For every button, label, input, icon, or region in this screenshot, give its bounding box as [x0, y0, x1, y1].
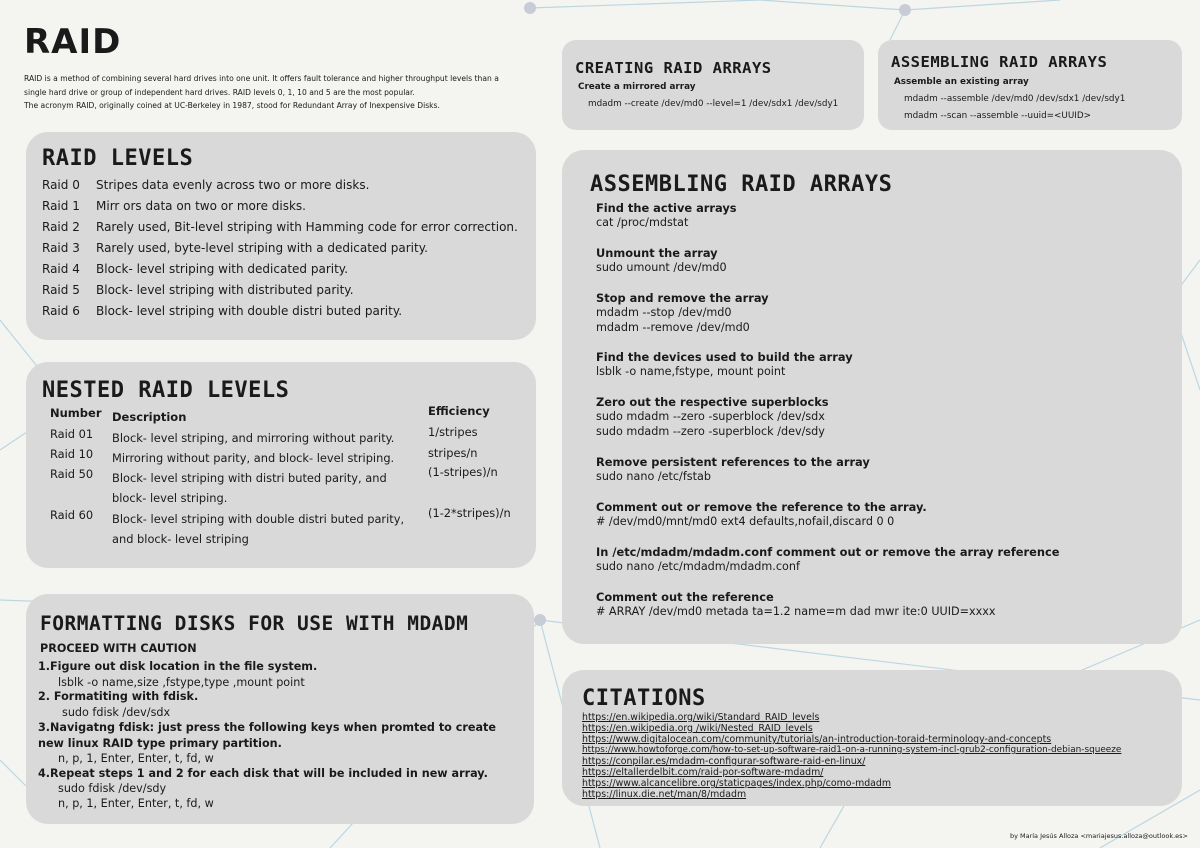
step-heading: Find the active arrays	[596, 201, 737, 215]
intro-text	[24, 72, 534, 113]
raid-level-row	[42, 262, 348, 276]
assembling-small-card	[878, 40, 1182, 130]
assembling-small-subtitle: Assemble an existing array	[894, 77, 1029, 87]
step-command: cat /proc/mdstat	[596, 216, 689, 229]
raid-levels-title: RAID LEVELS	[42, 146, 194, 171]
col-header-number: Number	[50, 406, 102, 420]
step-line: 4.Repeat steps 1 and 2 for each disk that will be included in new array.	[38, 767, 488, 780]
step-command: n, p, 1, Enter, Enter, t, fd, w	[58, 797, 214, 810]
citation-link[interactable]: https://conpilar.es/mdadm-configurar-software-raid-en-linux/	[582, 756, 866, 767]
step-command: sudo mdadm --zero -superblock /dev/sdy	[596, 425, 825, 438]
assembling-large-card	[562, 150, 1182, 644]
raid-levels-card	[26, 132, 536, 340]
formatting-card	[26, 594, 534, 824]
raid-level-name: Raid 2	[42, 220, 80, 234]
raid-level-name: Raid 0	[42, 178, 80, 192]
raid-level-desc: Rarely used, byte-level striping with a dedicated parity.	[96, 241, 428, 255]
nested-eff: (1-2*stripes)/n	[428, 506, 511, 520]
raid-level-desc: Block- level striping with double distri buted parity.	[96, 304, 403, 318]
citations-title: CITATIONS	[582, 686, 706, 711]
citations-card	[562, 670, 1182, 806]
citation-link[interactable]: https://www.howtoforge.com/how-to-set-up-software-raid1-on-a-running-system-incl-grub2-configuration-debian-squeeze	[582, 745, 1122, 755]
creating-command: mdadm --create /dev/md0 --level=1 /dev/sdx1 /dev/sdy1	[588, 99, 839, 109]
creating-raid-title: CREATING RAID ARRAYS	[575, 59, 772, 77]
page-title: RAID	[24, 22, 122, 62]
nested-desc: and block- level striping	[112, 532, 249, 546]
step-heading: Stop and remove the array	[596, 291, 769, 305]
nested-desc: Block- level striping with distri buted parity, and	[112, 471, 387, 485]
formatting-title: FORMATTING DISKS FOR USE WITH MDADM	[40, 612, 469, 635]
step-heading: Find the devices used to build the array	[596, 350, 853, 364]
raid-level-row	[42, 283, 354, 297]
step-heading: In /etc/mdadm/mdadm.conf comment out or remove the array reference	[596, 545, 1060, 559]
nested-eff: (1-stripes)/n	[428, 465, 498, 479]
nested-desc: Block- level striping with double distri buted parity,	[112, 512, 405, 526]
nested-desc: Mirroring without parity, and block- level striping.	[112, 451, 395, 465]
creating-raid-card	[562, 40, 864, 130]
step-command: sudo nano /etc/mdadm/mdadm.conf	[596, 560, 800, 573]
raid-level-name: Raid 1	[42, 199, 80, 213]
author-credit: by María Jesús Alloza <mariajesus.alloza@outlook.es>	[1009, 832, 1188, 840]
raid-level-desc: Rarely used, Bit-level striping with Hamming code for error correction.	[96, 220, 518, 234]
raid-level-row	[42, 220, 518, 234]
raid-level-name: Raid 4	[42, 262, 80, 276]
step-command: sudo fdisk /dev/sdy	[58, 782, 167, 795]
raid-level-desc: Block- level striping with dedicated parity.	[96, 262, 349, 276]
creating-subtitle: Create a mirrored array	[578, 82, 696, 92]
assembling-large-title: ASSEMBLING RAID ARRAYS	[590, 172, 893, 197]
step-command: mdadm --stop /dev/md0	[596, 306, 732, 319]
raid-level-desc: Stripes data evenly across two or more disks.	[96, 178, 370, 192]
raid-level-desc: Mirr ors data on two or more disks.	[96, 199, 306, 213]
nested-desc: block- level striping.	[112, 491, 228, 505]
step-command: # ARRAY /dev/md0 metada ta=1.2 name=m dad mwr ite:0 UUID=xxxx	[596, 605, 996, 618]
citation-link[interactable]: https://www.digitalocean.com/community/tutorials/an-introduction-toraid-terminology-and-concepts	[582, 734, 1052, 745]
step-heading: Comment out the reference	[596, 590, 774, 604]
raid-level-row	[42, 199, 306, 213]
step-heading: Comment out or remove the reference to the array.	[596, 500, 927, 514]
raid-level-row	[42, 241, 428, 255]
citation-link[interactable]: https://en.wikipedia.org /wiki/Nested_RAID_levels	[582, 723, 813, 734]
nested-raid-title: NESTED RAID LEVELS	[42, 378, 290, 403]
step-line: 1.Figure out disk location in the file system.	[38, 660, 318, 673]
nested-number: Raid 50	[50, 467, 94, 481]
assembling-small-title: ASSEMBLING RAID ARRAYS	[891, 53, 1108, 71]
nested-raid-card	[26, 362, 536, 568]
step-heading: Remove persistent references to the array	[596, 455, 870, 469]
step-command: sudo mdadm --zero -superblock /dev/sdx	[596, 410, 825, 423]
raid-level-desc: Block- level striping with distributed parity.	[96, 283, 354, 297]
citation-link[interactable]: https://en.wikipedia.org/wiki/Standard_RAID_levels	[582, 712, 820, 723]
nested-number: Raid 10	[50, 447, 94, 461]
step-heading: Unmount the array	[596, 246, 718, 260]
intro-line: RAID is a method of combining several hard drives into one unit. It offers fault tolerance and higher throughput levels than a	[24, 74, 499, 83]
col-header-efficiency: Efficiency	[428, 404, 490, 418]
citation-link[interactable]: https://linux.die.net/man/8/mdadm	[582, 789, 747, 800]
assembling-small-command: mdadm --scan --assemble --uuid=<UUID>	[904, 111, 1092, 121]
raid-level-row	[42, 178, 369, 192]
step-command: lsblk -o name,size ,fstype,type ,mount point	[58, 676, 305, 689]
step-command: mdadm --remove /dev/md0	[596, 321, 750, 334]
citation-link[interactable]: https://eltallerdelbit.com/raid-por-software-mdadm/	[582, 767, 824, 778]
raid-level-row	[42, 304, 402, 318]
step-line: 3.Navigatng fdisk: just press the following keys when promted to create	[38, 721, 496, 734]
raid-level-name: Raid 3	[42, 241, 80, 255]
step-heading: Zero out the respective superblocks	[596, 395, 829, 409]
nested-number: Raid 60	[50, 508, 94, 522]
step-command: n, p, 1, Enter, Enter, t, fd, w	[58, 752, 214, 765]
assembling-small-command: mdadm --assemble /dev/md0 /dev/sdx1 /dev/sdy1	[904, 94, 1126, 104]
step-command: sudo umount /dev/md0	[596, 261, 727, 274]
raid-level-name: Raid 6	[42, 304, 80, 318]
citation-link[interactable]: https://www.alcancelibre.org/staticpages/index.php/como-mdadm	[582, 778, 891, 789]
step-line: new linux RAID type primary partition.	[38, 737, 282, 750]
nested-number: Raid 01	[50, 427, 94, 441]
col-header-description: Description	[112, 410, 187, 424]
intro-line: The acronym RAID, originally coined at UC-Berkeley in 1987, stood for Redundant Array of Inexpensive Disks.	[24, 101, 440, 110]
raid-level-name: Raid 5	[42, 283, 80, 297]
step-line: 2. Formatiting with fdisk.	[38, 690, 199, 703]
intro-line: single hard drive or group of independent hard drives. RAID levels 0, 1, 10 and 5 are the most popular.	[24, 87, 415, 97]
step-command: sudo fdisk /dev/sdx	[62, 706, 171, 719]
nested-eff: stripes/n	[428, 446, 478, 460]
step-command: sudo nano /etc/fstab	[596, 470, 711, 483]
nested-desc: Block- level striping, and mirroring without parity.	[112, 431, 395, 445]
nested-eff: 1/stripes	[428, 425, 478, 439]
caution-text: PROCEED WITH CAUTION	[40, 642, 197, 655]
step-command: lsblk -o name,fstype, mount point	[596, 365, 786, 378]
step-command: # /dev/md0/mnt/md0 ext4 defaults,nofail,discard 0 0	[596, 515, 895, 528]
